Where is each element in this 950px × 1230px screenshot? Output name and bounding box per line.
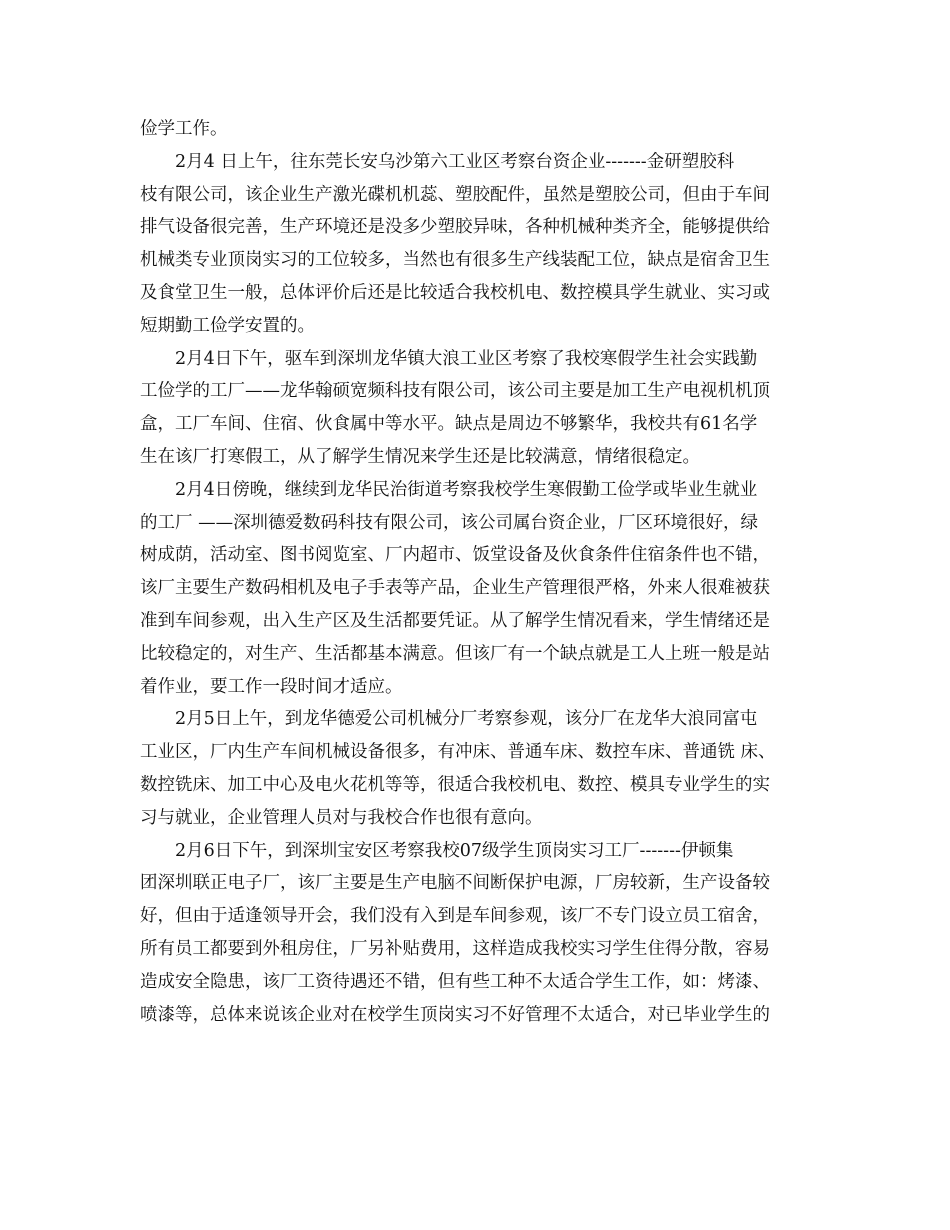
text-line: 团深圳联正电子厂，该厂主要是生产电脑不间断保护电源，厂房较新，生产设备较 (140, 873, 770, 894)
text-line: 枝有限公司，该企业生产激光碟机机蕊、塑胶配件，虽然是塑胶公司，但由于车间 (140, 184, 770, 205)
text-line: 及食堂卫生一般，总体评价后还是比较适合我校机电、数控模具学生就业、实习或 (140, 282, 770, 303)
text-line: 工业区，厂内生产车间机械设备很多，有冲床、普通车床、数控车床、普通铣 床、 (140, 742, 776, 763)
text-line: 比较稳定的，对生产、生活都基本满意。但该厂有一个缺点就是工人上班一般是站 (140, 643, 770, 664)
text-line: 准到车间参观，出入生产区及生活都要凭证。从了解学生情况看来，学生情绪还是 (140, 610, 770, 631)
text-line: 喷漆等，总体来说该企业对在校学生顶岗实习不好管理不太适合，对已毕业学生的 (140, 1004, 770, 1025)
text-line: 造成安全隐患，该厂工资待遇还不错，但有些工种不太适合学生工作，如：烤漆、 (140, 971, 770, 992)
text-line: 盒，工厂车间、住宿、伙食属中等水平。缺点是周边不够繁华，我校共有61名学 (140, 414, 758, 435)
text-line: 2月6日下午，到深圳宝安区考察我校07级学生顶岗实习工厂-------伊顿集 (175, 840, 734, 861)
text-line: 2月5日上午，到龙华德爱公司机械分厂考察参观，该分厂在龙华大浪同富屯 (175, 709, 758, 730)
text-line: 所有员工都要到外租房住，厂另补贴费用，这样造成我校实习学生住得分散，容易 (140, 938, 770, 959)
text-line: 该厂主要生产数码相机及电子手表等产品，企业生产管理很严格，外来人很难被获 (140, 578, 770, 599)
text-line: 数控铣床、加工中心及电火花机等等，很适合我校机电、数控、模具专业学生的实 (140, 774, 770, 795)
text-line: 树成荫，活动室、图书阅览室、厂内超市、饭堂设备及伙食条件住宿条件也不错， (140, 545, 770, 566)
text-line: 2月4日傍晚，继续到龙华民治街道考察我校学生寒假勤工俭学或毕业生就业 (175, 479, 758, 500)
text-line: 习与就业，企业管理人员对与我校合作也很有意向。 (140, 807, 543, 828)
text-line: 2月4 日上午，往东莞长安乌沙第六工业区考察台资企业-------金研塑胶科 (175, 151, 735, 172)
text-line: 的工厂 ——深圳德爱数码科技有限公司，该公司属台资企业，厂区环境很好，绿 (140, 512, 759, 533)
body-text (140, 113, 830, 1031)
text-line: 机械类专业顶岗实习的工位较多，当然也有很多生产线装配工位，缺点是宿舍卫生 (140, 250, 770, 271)
text-line: 着作业，要工作一段时间才适应。 (140, 676, 403, 697)
text-line: 排气设备很完善，生产环境还是没多少塑胶异味，各种机械种类齐全，能够提供给 (140, 217, 770, 238)
text-line: 好，但由于适逢领导开会，我们没有入到是车间参观，该厂不专门设立员工宿舍， (140, 906, 770, 927)
text-line: 俭学工作。 (140, 119, 228, 139)
text-line: 生在该厂打寒假工，从了解学生情况来学生还是比较满意，情绪很稳定。 (140, 446, 700, 467)
text-line: 短期勤工俭学安置的。 (140, 315, 315, 336)
text-line: 工俭学的工厂——龙华翰硕宽频科技有限公司，该公司主要是加工生产电视机机顶 (140, 381, 770, 402)
text-line: 2月4日下午，驱车到深圳龙华镇大浪工业区考察了我校寒假学生社会实践勤 (175, 348, 758, 369)
